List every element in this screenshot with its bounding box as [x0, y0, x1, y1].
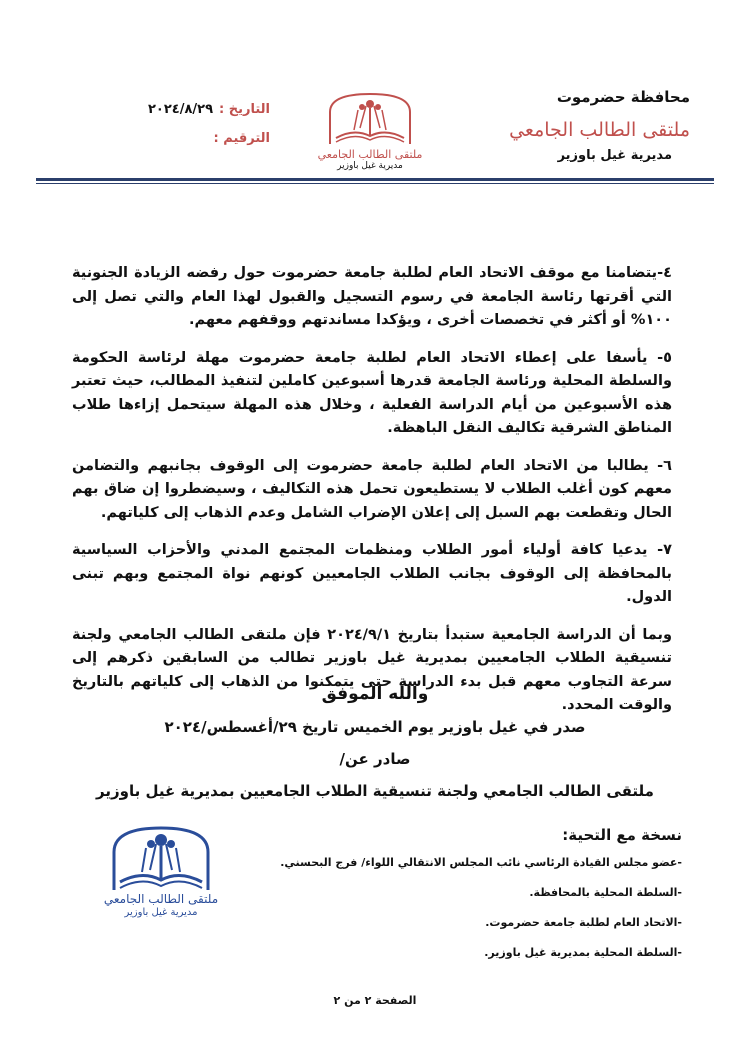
closing-blessing: والله الموفق — [321, 684, 429, 704]
header-divider-thin — [36, 183, 714, 184]
issue-statement: صدر في غيل باوزير يوم الخميس تاريخ ٢٩/أغسطس/٢٠٢٤ — [164, 718, 586, 736]
cc-item: -الاتحاد العام لطلبة جامعة حضرموت. — [485, 916, 682, 929]
reference-label: الترقيم : — [213, 131, 270, 146]
issued-by-label: صادر عن/ — [339, 750, 411, 768]
district-name: مديرية غيل باوزير — [557, 148, 672, 163]
page-number: الصفحة ٢ من ٢ — [333, 994, 417, 1007]
cc-title: نسخة مع التحية: — [562, 826, 682, 844]
date-value: ٢٠٢٤/٨/٢٩ — [147, 102, 214, 117]
cc-item: -السلطة المحلية بمديرية غيل باوزير. — [484, 946, 682, 959]
logo-subcaption: مديرية غيل باوزير — [337, 161, 403, 171]
letter-body — [72, 262, 672, 732]
cc-list — [262, 826, 682, 976]
paragraph-6: ٦- يطالبا من الاتحاد العام لطلبة جامعة حضرموت إلى الوقوف بجانبهم والتضامن معهم كون أغلب الطلاب لا يستطيعون تحمل هذه التكاليف ، وسيضطروا إن ضاق بهم الحال وتقطعت بهم السبل إلى إعلان الإضراب الشامل وعدم الذهاب إلى كلياتهم. — [72, 457, 672, 521]
book-torch-icon — [310, 88, 430, 148]
paragraph-5: ٥- يأسفا على إعطاء الاتحاد العام لطلبة جامعة حضرموت مهلة لرئاسة الحكومة والسلطة المحلية ورئاسة الجامعة قدرها أسبوعين كاملين لتنفيذ المطالب، حيث تعتبر هذه الأسبوعين من أيام الدراسة الفعلية ، وخلال هذه المهلة سيتحمل إزاءها طلاب المناطق الشرقية تكاليف النقل الباهظة. — [72, 349, 672, 436]
paragraph-conclusion: وبما أن الدراسة الجامعية ستبدأ بتاريخ ٢٠٢٤/٩/١ فإن ملتقى الطالب الجامعي ولجنة تنسيقية الطلاب الجامعيين بمديرية غيل باوزير تطالب من السابقين ذكرهم إلى سرعة التجاوب معهم قبل بدء الدراسة حتى يتمكنوا من الذهاب إلى كلياتهم بالتاريخ والوقت المحدد. — [72, 626, 672, 713]
cc-item: -عضو مجلس القيادة الرئاسي نائب المجلس الانتقالي اللواء/ فرج البحسني. — [280, 856, 682, 869]
letterhead-right — [460, 88, 690, 163]
paragraph-7: ٧- يدعيا كافة أولياء أمور الطلاب ومنظمات المجتمع المدني والأحزاب السياسية بالمحافظة إلى الوقوف بجانب الطلاب الجامعيين كونهم نواة المجتمع وبهم تبنى الدول. — [72, 542, 672, 605]
header-divider — [36, 178, 714, 181]
cc-item: -السلطة المحلية بالمحافظة. — [529, 886, 682, 899]
date-row — [120, 102, 270, 117]
closing-block — [0, 684, 750, 800]
issuer-name: ملتقى الطالب الجامعي ولجنة تنسيقية الطلاب الجامعيين بمديرية غيل باوزير — [96, 782, 654, 800]
logo-caption: ملتقى الطالب الجامعي — [317, 148, 423, 161]
paragraph-4: ٤-يتضامنا مع موقف الاتحاد العام لطلبة جامعة حضرموت حول رفضه الزيادة الجنونية التي أقرتها رئاسة الجامعة في رسوم التسجيل والقبول لهذا العام والتي تصل إلى ١٠٠% أو أكثر في تخصصات أخرى ، ويؤكدا مساندتهم ووقفهم معهم. — [72, 265, 672, 328]
reference-row — [120, 131, 270, 146]
letterhead-left — [120, 102, 270, 160]
forum-logo — [310, 88, 430, 174]
stamp-book-icon — [96, 822, 226, 894]
date-label: التاريخ : — [219, 102, 270, 117]
stamp-caption: ملتقى الطالب الجامعي — [103, 892, 219, 906]
forum-name: ملتقى الطالب الجامعي — [509, 119, 690, 141]
stamp-subcaption: مديرية غيل باوزير — [124, 907, 198, 918]
forum-stamp — [96, 822, 226, 932]
governorate-name: محافظة حضرموت — [556, 88, 690, 106]
